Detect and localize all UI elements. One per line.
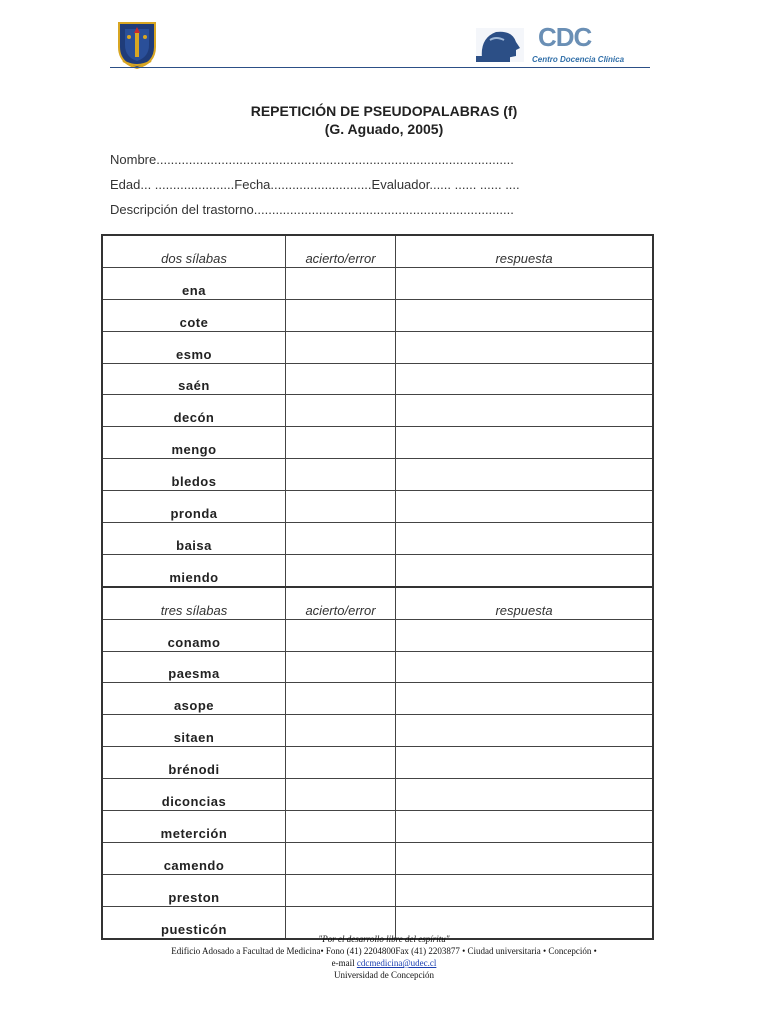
respuesta-cell[interactable] — [396, 395, 654, 427]
pseudoword-cell: bledos — [102, 459, 286, 491]
footer-email-link[interactable]: cdcmedicina@udec.cl — [356, 958, 437, 968]
acierto-error-cell[interactable] — [286, 715, 396, 747]
acierto-error-cell[interactable] — [286, 683, 396, 715]
pseudoword-cell: baisa — [102, 523, 286, 555]
table-row — [102, 811, 653, 843]
acierto-error-cell[interactable] — [286, 554, 396, 586]
university-crest-icon — [117, 21, 157, 69]
table-row — [102, 619, 653, 651]
pseudoword-cell: meterción — [102, 811, 286, 843]
respuesta-cell[interactable] — [396, 459, 654, 491]
acierto-error-cell[interactable] — [286, 331, 396, 363]
acierto-error-cell[interactable] — [286, 779, 396, 811]
table-row — [102, 491, 653, 523]
pseudoword-cell: ena — [102, 267, 286, 299]
table-row — [102, 299, 653, 331]
respuesta-cell[interactable] — [396, 651, 654, 683]
table-row — [102, 267, 653, 299]
document-title: REPETICIÓN DE PSEUDOPALABRAS (f) — [250, 103, 518, 119]
acierto-error-cell[interactable] — [286, 619, 396, 651]
acierto-error-cell[interactable] — [286, 299, 396, 331]
pseudoword-cell: brénodi — [102, 747, 286, 779]
pseudoword-cell: diconcias — [102, 779, 286, 811]
pseudoword-cell: sitaen — [102, 715, 286, 747]
acierto-error-cell[interactable] — [286, 427, 396, 459]
pseudoword-cell: esmo — [102, 331, 286, 363]
acierto-error-cell[interactable] — [286, 874, 396, 906]
pseudoword-cell: pronda — [102, 491, 286, 523]
head-profile-icon — [476, 28, 524, 62]
footer-address: Edificio Adosado a Facultad de Medicina• Fono (41) 2204800Fax (41) 2203877 • Ciudad universitaria • Concepción • — [171, 946, 597, 956]
acierto-error-cell[interactable] — [286, 747, 396, 779]
table-row — [102, 747, 653, 779]
page-header — [0, 0, 768, 80]
pseudoword-cell: paesma — [102, 651, 286, 683]
respuesta-cell[interactable] — [396, 523, 654, 555]
pseudoword-cell: conamo — [102, 619, 286, 651]
respuesta-cell[interactable] — [396, 299, 654, 331]
table-row — [102, 363, 653, 395]
respuesta-cell[interactable] — [396, 811, 654, 843]
pseudoword-cell: mengo — [102, 427, 286, 459]
column-header: acierto/error — [286, 235, 396, 267]
column-header: acierto/error — [286, 587, 396, 619]
acierto-error-cell[interactable] — [286, 363, 396, 395]
table-row — [102, 874, 653, 906]
respuesta-cell[interactable] — [396, 874, 654, 906]
table-row — [102, 427, 653, 459]
table-row — [102, 523, 653, 555]
acierto-error-cell[interactable] — [286, 491, 396, 523]
respuesta-cell[interactable] — [396, 747, 654, 779]
pseudoword-cell: decón — [102, 395, 286, 427]
table-row — [102, 779, 653, 811]
column-header: dos sílabas — [102, 235, 286, 267]
footer-email-label: e-mail — [331, 958, 355, 968]
table-row — [102, 331, 653, 363]
respuesta-cell[interactable] — [396, 267, 654, 299]
table-row — [102, 651, 653, 683]
table-row — [102, 459, 653, 491]
acierto-error-cell[interactable] — [286, 651, 396, 683]
pseudoword-cell: cote — [102, 299, 286, 331]
column-header: tres sílabas — [102, 587, 286, 619]
cdc-logo — [476, 24, 651, 70]
column-header: respuesta — [396, 587, 654, 619]
respuesta-cell[interactable] — [396, 842, 654, 874]
footer-motto: "Por el desarrollo libre del espíritu" — [318, 934, 450, 944]
descripcion-field: Descripción del trastorno........................................................................ — [110, 202, 514, 217]
table-row — [102, 842, 653, 874]
pseudoword-cell: miendo — [102, 554, 286, 586]
acierto-error-cell[interactable] — [286, 523, 396, 555]
table-header-row — [102, 235, 653, 267]
acierto-error-cell[interactable] — [286, 842, 396, 874]
column-header: respuesta — [396, 235, 654, 267]
document-subtitle: (G. Aguado, 2005) — [324, 121, 444, 137]
footer-email-line — [0, 958, 768, 968]
cdc-subtitle: Centro Docencia Clínica — [532, 55, 625, 64]
respuesta-cell[interactable] — [396, 715, 654, 747]
table-row — [102, 683, 653, 715]
respuesta-cell[interactable] — [396, 619, 654, 651]
table-row — [102, 554, 653, 586]
respuesta-cell[interactable] — [396, 427, 654, 459]
acierto-error-cell[interactable] — [286, 395, 396, 427]
respuesta-cell[interactable] — [396, 683, 654, 715]
respuesta-cell[interactable] — [396, 554, 654, 586]
pseudoword-cell: saén — [102, 363, 286, 395]
respuesta-cell[interactable] — [396, 491, 654, 523]
respuesta-cell[interactable] — [396, 331, 654, 363]
cdc-logo-text: CDC — [538, 22, 592, 52]
pseudowords-table — [101, 234, 654, 940]
pseudoword-cell: preston — [102, 874, 286, 906]
respuesta-cell[interactable] — [396, 363, 654, 395]
table-row — [102, 395, 653, 427]
acierto-error-cell[interactable] — [286, 267, 396, 299]
table-header-row — [102, 587, 653, 619]
respuesta-cell[interactable] — [396, 779, 654, 811]
pseudoword-cell: asope — [102, 683, 286, 715]
acierto-error-cell[interactable] — [286, 459, 396, 491]
header-divider — [110, 67, 650, 68]
edad-fecha-evaluador-field: Edad... ......................Fecha............................Evaluador...... ...... ...... .... — [110, 177, 520, 192]
acierto-error-cell[interactable] — [286, 811, 396, 843]
nombre-field: Nombre................................................................................................... — [110, 152, 514, 167]
table-row — [102, 715, 653, 747]
pseudoword-cell: camendo — [102, 842, 286, 874]
pseudoword-cell: puesticón — [102, 906, 286, 938]
footer-university: Universidad de Concepción — [334, 970, 434, 980]
